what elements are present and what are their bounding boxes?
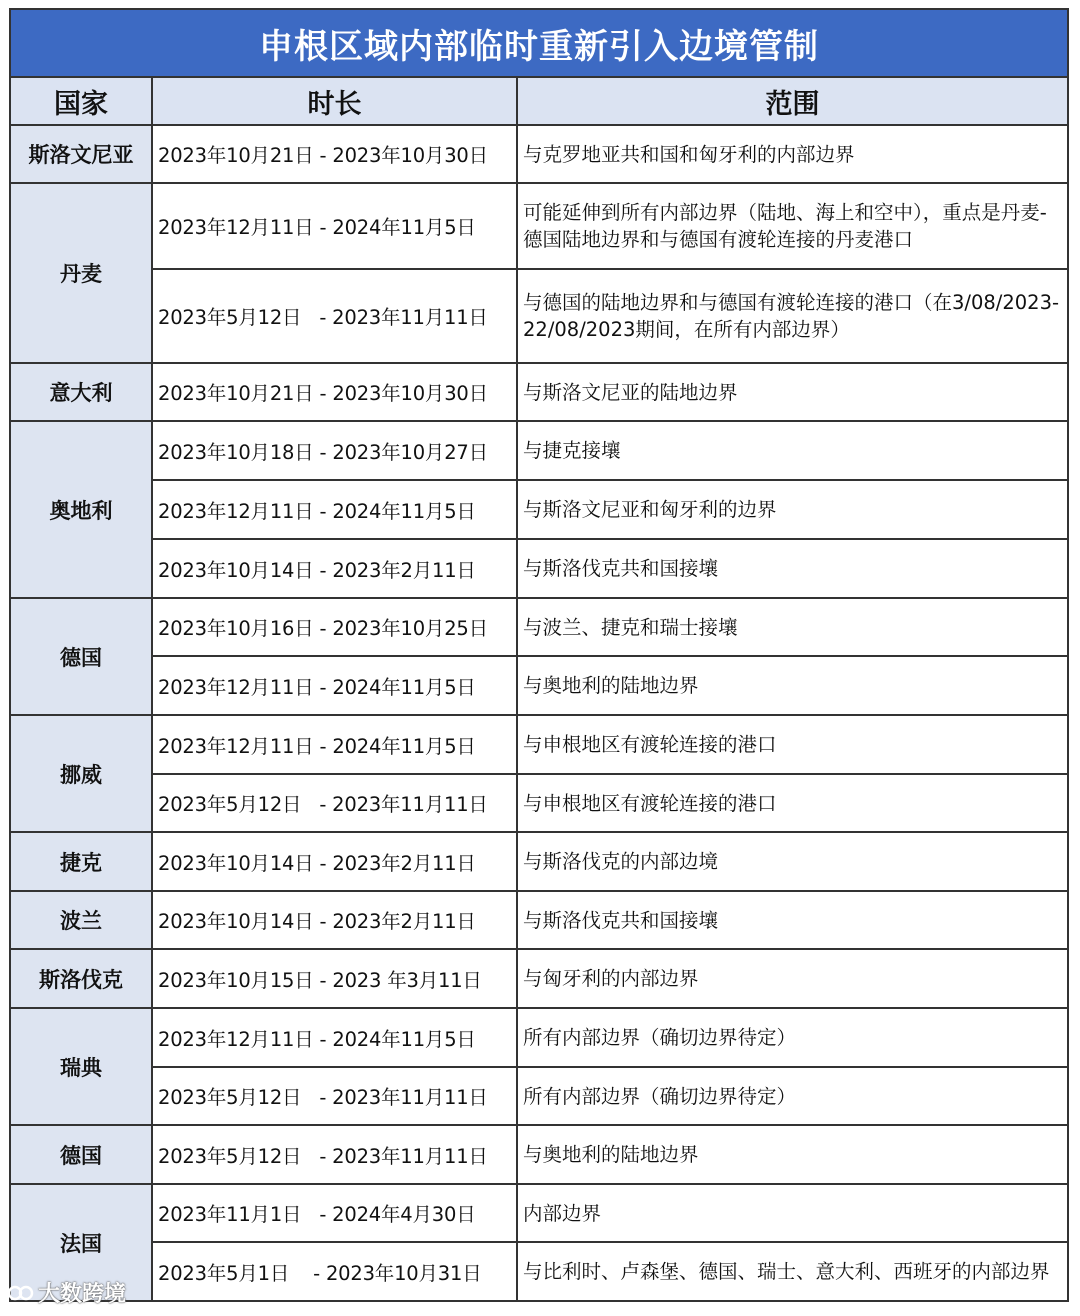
duration-cell: 2023年10月16日 - 2023年10月25日 [152,598,517,656]
country-cell: 瑞典 [10,1008,152,1125]
duration-cell: 2023年12月11日 - 2024年11月5日 [152,1008,517,1067]
duration-cell: 2023年5月1日 - 2023年10月31日 [152,1242,517,1301]
watermark [8,1277,126,1308]
duration-cell: 2023年10月21日 - 2023年10月30日 [152,363,517,421]
scope-cell: 与克罗地亚共和国和匈牙利的内部边界 [517,125,1068,183]
country-cell: 奥地利 [10,421,152,598]
country-cell: 意大利 [10,363,152,421]
duration-cell: 2023年5月12日 - 2023年11月11日 [152,269,517,363]
table-row [10,832,1068,891]
scope-cell: 与奥地利的陆地边界 [517,1125,1068,1184]
scope-cell: 与奥地利的陆地边界 [517,656,1068,715]
border-control-table [9,8,1069,1302]
table-row [10,1067,1068,1125]
duration-cell: 2023年12月11日 - 2024年11月5日 [152,480,517,539]
duration-cell: 2023年12月11日 - 2024年11月5日 [152,656,517,715]
table-row [10,1125,1068,1184]
country-cell: 丹麦 [10,183,152,363]
country-cell: 捷克 [10,832,152,891]
scope-cell: 可能延伸到所有内部边界（陆地、海上和空中），重点是丹麦-德国陆地边界和与德国有渡轮连接的丹麦港口 [517,183,1068,269]
table-title: 申根区域内部临时重新引入边境管制 [10,9,1068,77]
table-row [10,539,1068,598]
country-cell: 斯洛伐克 [10,949,152,1008]
country-cell: 法国 [10,1184,152,1301]
brand-logo-icon [8,1282,34,1304]
duration-cell: 2023年10月14日 - 2023年2月11日 [152,539,517,598]
table-container [9,8,1067,1302]
table-row [10,363,1068,421]
table-row [10,949,1068,1008]
table-row [10,183,1068,269]
country-cell: 波兰 [10,891,152,949]
duration-cell: 2023年10月18日 - 2023年10月27日 [152,421,517,480]
duration-cell: 2023年10月14日 - 2023年2月11日 [152,832,517,891]
table-row [10,480,1068,539]
scope-cell: 与斯洛伐克的内部边境 [517,832,1068,891]
table-row [10,1242,1068,1301]
duration-cell: 2023年12月11日 - 2024年11月5日 [152,183,517,269]
table-body [10,125,1068,1301]
table-row [10,269,1068,363]
table-row [10,598,1068,656]
header-country: 国家 [10,77,152,125]
country-cell: 德国 [10,598,152,715]
header-scope: 范围 [517,77,1068,125]
table-row [10,1184,1068,1242]
scope-cell: 与波兰、捷克和瑞士接壤 [517,598,1068,656]
duration-cell: 2023年10月15日 - 2023 年3月11日 [152,949,517,1008]
scope-cell: 与比利时、卢森堡、德国、瑞士、意大利、西班牙的内部边界 [517,1242,1068,1301]
scope-cell: 与申根地区有渡轮连接的港口 [517,715,1068,774]
table-row [10,715,1068,774]
table-row [10,891,1068,949]
scope-cell: 与申根地区有渡轮连接的港口 [517,774,1068,832]
scope-cell: 与斯洛伐克共和国接壤 [517,891,1068,949]
scope-cell: 与斯洛文尼亚和匈牙利的边界 [517,480,1068,539]
scope-cell: 与斯洛文尼亚的陆地边界 [517,363,1068,421]
scope-cell: 与德国的陆地边界和与德国有渡轮连接的港口（在3/08/2023-22/08/2023期间，在所有内部边界） [517,269,1068,363]
table-row [10,774,1068,832]
table-row [10,421,1068,480]
duration-cell: 2023年5月12日 - 2023年11月11日 [152,1067,517,1125]
scope-cell: 所有内部边界（确切边界待定） [517,1067,1068,1125]
duration-cell: 2023年11月1日 - 2024年4月30日 [152,1184,517,1242]
country-cell: 挪威 [10,715,152,832]
duration-cell: 2023年5月12日 - 2023年11月11日 [152,1125,517,1184]
duration-cell: 2023年5月12日 - 2023年11月11日 [152,774,517,832]
scope-cell: 与捷克接壤 [517,421,1068,480]
country-cell: 德国 [10,1125,152,1184]
table-row [10,656,1068,715]
scope-cell: 与斯洛伐克共和国接壤 [517,539,1068,598]
country-cell: 斯洛文尼亚 [10,125,152,183]
duration-cell: 2023年10月21日 - 2023年10月30日 [152,125,517,183]
watermark-text: 大数跨境 [38,1282,127,1307]
duration-cell: 2023年10月14日 - 2023年2月11日 [152,891,517,949]
header-duration: 时长 [152,77,517,125]
table-row [10,1008,1068,1067]
table-row [10,125,1068,183]
duration-cell: 2023年12月11日 - 2024年11月5日 [152,715,517,774]
scope-cell: 与匈牙利的内部边界 [517,949,1068,1008]
scope-cell: 内部边界 [517,1184,1068,1242]
scope-cell: 所有内部边界（确切边界待定） [517,1008,1068,1067]
